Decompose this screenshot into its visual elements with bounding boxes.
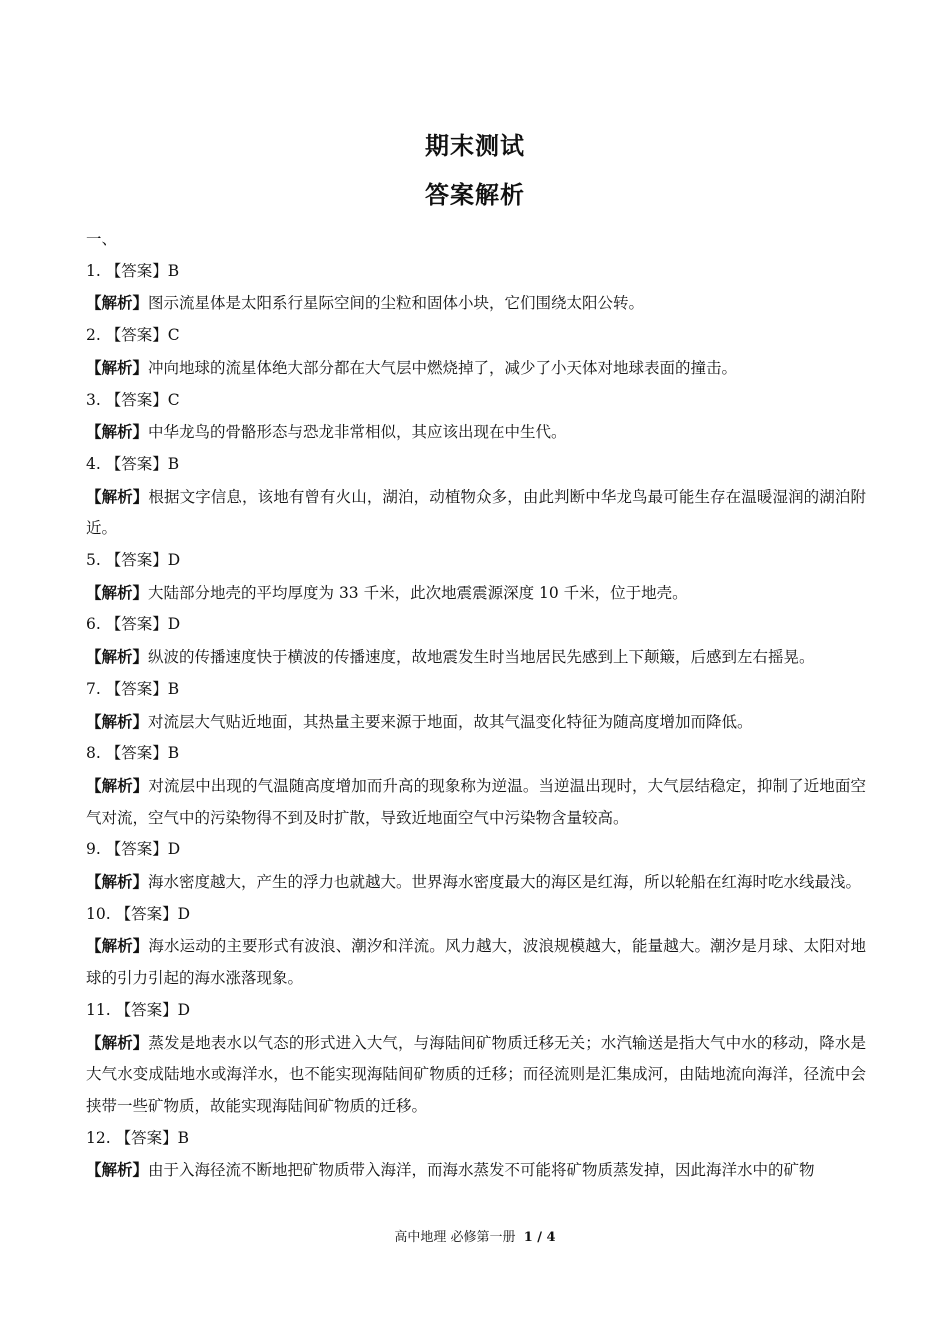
analysis-text: 纵波的传播速度快于横波的传播速度，故地震发生时当地居民先感到上下颠簸，后感到左右摇晃。 — [148, 648, 815, 667]
answer-value: B — [177, 1128, 189, 1147]
analysis-tag: 【解析】 — [86, 1160, 149, 1180]
section-label: 一、 — [86, 230, 118, 248]
analysis-paragraph — [86, 930, 866, 994]
analysis-tag: 【解析】 — [86, 936, 149, 956]
answer-tag: 【答案】 — [105, 326, 168, 345]
answer-tag: 【答案】 — [115, 1128, 178, 1147]
answer-line — [86, 385, 866, 417]
analysis-text: 对流层大气贴近地面，其热量主要来源于地面，故其气温变化特征为随高度增加而降低。 — [148, 712, 753, 731]
analysis-text: 蒸发是地表水以气态的形式进入大气，与海陆间矿物质迁移无关；水汽输送是指大气中水的移动，降水是大气水变成陆地水或海洋水，也不能实现海陆间矿物质的迁移；而径流则是汇集成河，由陆地流向海洋，径流中会挟带一些矿物质，故能实现海陆间矿物质的迁移。 — [86, 1033, 866, 1115]
answer-line — [86, 320, 866, 352]
analysis-text: 图示流星体是太阳系行星际空间的尘粒和固体小块，它们围绕太阳公转。 — [148, 294, 645, 313]
answer-value: B — [167, 261, 180, 280]
answer-tag: 【答案】 — [105, 679, 168, 698]
answer-tag: 【答案】 — [105, 454, 168, 473]
answer-list — [86, 224, 866, 1187]
analysis-text: 根据文字信息，该地有曾有火山，湖泊，动植物众多，由此判断中华龙鸟最可能生存在温暖湿润的湖泊附近。 — [86, 487, 866, 538]
answer-value: C — [167, 390, 180, 409]
answer-value: D — [177, 904, 191, 923]
answer-value: D — [167, 551, 181, 570]
question-number: 10. — [86, 904, 111, 923]
analysis-text: 中华龙鸟的骨骼形态与恐龙非常相似，其应该出现在中生代。 — [148, 423, 567, 442]
answer-line — [86, 545, 866, 577]
answer-tag: 【答案】 — [105, 744, 168, 763]
question-number: 11. — [86, 1000, 111, 1019]
question-number: 3. — [86, 390, 101, 409]
analysis-tag: 【解析】 — [86, 775, 149, 795]
footer-course: 高中地理 必修第一册 — [394, 1230, 516, 1245]
answer-line — [86, 834, 866, 866]
question-number: 8. — [86, 744, 101, 763]
analysis-paragraph — [86, 1027, 866, 1123]
answer-line — [86, 899, 866, 931]
answer-tag: 【答案】 — [105, 840, 168, 859]
analysis-paragraph — [86, 287, 866, 320]
answer-tag: 【答案】 — [105, 615, 168, 634]
analysis-tag: 【解析】 — [86, 357, 149, 377]
footer-page-number: 1 / 4 — [523, 1230, 556, 1245]
analysis-text: 大陆部分地壳的平均厚度为 33 千米，此次地震震源深度 10 千米，位于地壳。 — [148, 583, 688, 602]
question-number: 7. — [86, 679, 101, 698]
answer-line — [86, 674, 866, 706]
answer-value: B — [167, 454, 180, 473]
question-number: 9. — [86, 840, 101, 859]
analysis-tag: 【解析】 — [86, 486, 149, 506]
answer-line — [86, 449, 866, 481]
answer-value: C — [167, 326, 180, 345]
question-number: 6. — [86, 615, 101, 634]
analysis-paragraph — [86, 481, 866, 545]
page-footer — [0, 1226, 950, 1245]
analysis-paragraph — [86, 352, 866, 385]
answer-tag: 【答案】 — [105, 261, 168, 280]
analysis-text: 海水运动的主要形式有波浪、潮汐和洋流。风力越大，波浪规模越大，能量越大。潮汐是月球、太阳对地球的引力引起的海水涨落现象。 — [86, 937, 866, 988]
answer-tag: 【答案】 — [105, 390, 168, 409]
analysis-paragraph — [86, 770, 866, 834]
question-number: 5. — [86, 551, 101, 570]
answer-tag: 【答案】 — [115, 1000, 178, 1019]
analysis-paragraph — [86, 641, 866, 674]
answer-value: B — [167, 744, 180, 763]
answer-value: D — [167, 615, 181, 634]
question-number: 4. — [86, 454, 101, 473]
analysis-paragraph — [86, 577, 866, 610]
analysis-paragraph — [86, 416, 866, 449]
answer-line — [86, 256, 866, 288]
answer-tag: 【答案】 — [105, 551, 168, 570]
analysis-tag: 【解析】 — [86, 422, 149, 442]
answer-line — [86, 995, 866, 1027]
analysis-text: 海水密度越大，产生的浮力也就越大。世界海水密度最大的海区是红海，所以轮船在红海时吃水线最浅。 — [148, 873, 862, 892]
analysis-text: 对流层中出现的气温随高度增加而升高的现象称为逆温。当逆温出现时，大气层结稳定，抑制了近地面空气对流，空气中的污染物得不到及时扩散，导致近地面空气中污染物含量较高。 — [86, 776, 866, 827]
analysis-tag: 【解析】 — [86, 293, 149, 313]
answer-value: D — [167, 840, 181, 859]
analysis-paragraph — [86, 706, 866, 739]
page-title: 期末测试 — [425, 132, 525, 160]
question-number: 12. — [86, 1128, 111, 1147]
page-subtitle: 答案解析 — [425, 181, 525, 209]
answer-value: B — [167, 679, 180, 698]
analysis-text: 由于入海径流不断地把矿物质带入海洋，而海水蒸发不可能将矿物质蒸发掉，因此海洋水中的矿物 — [148, 1161, 815, 1180]
analysis-tag: 【解析】 — [86, 711, 149, 731]
analysis-text: 冲向地球的流星体绝大部分都在大气层中燃烧掉了，减少了小天体对地球表面的撞击。 — [148, 358, 738, 377]
answer-line — [86, 609, 866, 641]
analysis-tag: 【解析】 — [86, 582, 149, 602]
answer-line — [86, 1123, 866, 1155]
question-number: 2. — [86, 326, 101, 345]
analysis-tag: 【解析】 — [86, 647, 149, 667]
analysis-tag: 【解析】 — [86, 872, 149, 892]
answer-line — [86, 738, 866, 770]
analysis-tag: 【解析】 — [86, 1032, 149, 1052]
answer-tag: 【答案】 — [115, 904, 178, 923]
analysis-paragraph — [86, 866, 866, 899]
analysis-paragraph — [86, 1154, 866, 1187]
question-number: 1. — [86, 261, 101, 280]
answer-value: D — [177, 1000, 191, 1019]
